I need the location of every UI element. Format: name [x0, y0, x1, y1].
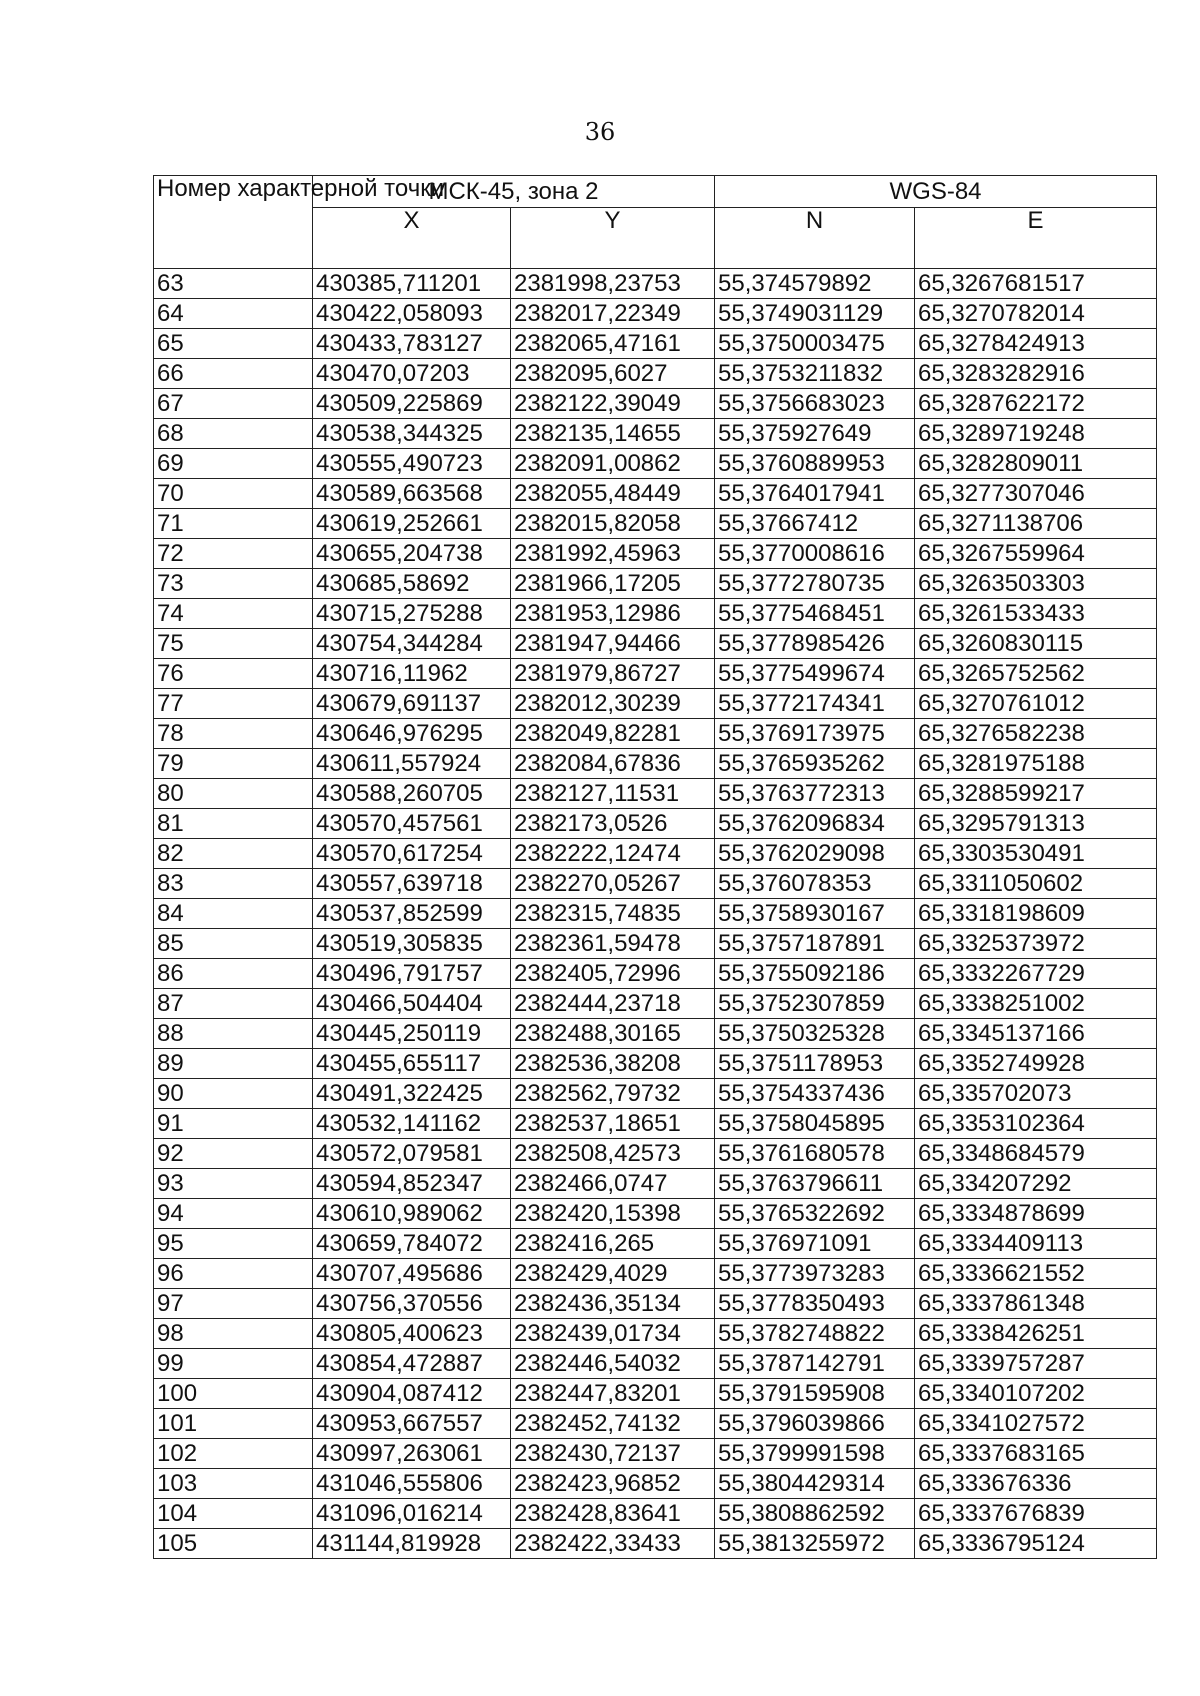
wgs-n-cell: 55,3778985426 [715, 629, 915, 659]
header-e: E [915, 208, 1157, 269]
msk-x-cell: 430570,457561 [313, 809, 511, 839]
msk-y-cell: 2382429,4029 [511, 1259, 715, 1289]
msk-y-cell: 2382135,14655 [511, 419, 715, 449]
msk-x-cell: 430659,784072 [313, 1229, 511, 1259]
point-number-cell: 93 [154, 1169, 313, 1199]
msk-y-cell: 2382430,72137 [511, 1439, 715, 1469]
table-row [154, 1259, 1157, 1289]
wgs-e-cell: 65,3276582238 [915, 719, 1157, 749]
wgs-e-cell: 65,3337676839 [915, 1499, 1157, 1529]
wgs-n-cell: 55,376078353 [715, 869, 915, 899]
wgs-n-cell: 55,3754337436 [715, 1079, 915, 1109]
header-row-groups [154, 176, 1157, 208]
point-number-cell: 104 [154, 1499, 313, 1529]
msk-y-cell: 2382084,67836 [511, 749, 715, 779]
wgs-e-cell: 65,3265752562 [915, 659, 1157, 689]
table-row [154, 1289, 1157, 1319]
wgs-n-cell: 55,3753211832 [715, 359, 915, 389]
msk-y-cell: 2382452,74132 [511, 1409, 715, 1439]
wgs-n-cell: 55,3749031129 [715, 299, 915, 329]
wgs-n-cell: 55,3755092186 [715, 959, 915, 989]
wgs-n-cell: 55,3751178953 [715, 1049, 915, 1079]
wgs-n-cell: 55,3804429314 [715, 1469, 915, 1499]
wgs-e-cell: 65,3325373972 [915, 929, 1157, 959]
wgs-n-cell: 55,3758045895 [715, 1109, 915, 1139]
wgs-n-cell: 55,3773973283 [715, 1259, 915, 1289]
table-row [154, 1499, 1157, 1529]
wgs-n-cell: 55,37667412 [715, 509, 915, 539]
msk-y-cell: 2382439,01734 [511, 1319, 715, 1349]
table-row [154, 599, 1157, 629]
wgs-n-cell: 55,3775468451 [715, 599, 915, 629]
wgs-n-cell: 55,3757187891 [715, 929, 915, 959]
wgs-n-cell: 55,3764017941 [715, 479, 915, 509]
wgs-n-cell: 55,3761680578 [715, 1139, 915, 1169]
wgs-e-cell: 65,3311050602 [915, 869, 1157, 899]
table-row [154, 1229, 1157, 1259]
msk-y-cell: 2382015,82058 [511, 509, 715, 539]
wgs-n-cell: 55,3782748822 [715, 1319, 915, 1349]
msk-y-cell: 2382536,38208 [511, 1049, 715, 1079]
msk-x-cell: 430496,791757 [313, 959, 511, 989]
wgs-n-cell: 55,3765935262 [715, 749, 915, 779]
wgs-n-cell: 55,3752307859 [715, 989, 915, 1019]
header-n: N [715, 208, 915, 269]
msk-y-cell: 2381966,17205 [511, 569, 715, 599]
table-body [154, 269, 1157, 1559]
msk-y-cell: 2382420,15398 [511, 1199, 715, 1229]
table-row [154, 779, 1157, 809]
point-number-cell: 75 [154, 629, 313, 659]
msk-x-cell: 430466,504404 [313, 989, 511, 1019]
wgs-e-cell: 65,3283282916 [915, 359, 1157, 389]
wgs-e-cell: 65,3271138706 [915, 509, 1157, 539]
msk-y-cell: 2382122,39049 [511, 389, 715, 419]
msk-x-cell: 430611,557924 [313, 749, 511, 779]
point-number-cell: 72 [154, 539, 313, 569]
table-row [154, 929, 1157, 959]
point-number-cell: 87 [154, 989, 313, 1019]
wgs-e-cell: 65,3337683165 [915, 1439, 1157, 1469]
wgs-n-cell: 55,3799991598 [715, 1439, 915, 1469]
table-row [154, 869, 1157, 899]
table-row [154, 959, 1157, 989]
msk-y-cell: 2382012,30239 [511, 689, 715, 719]
msk-y-cell: 2382173,0526 [511, 809, 715, 839]
point-number-cell: 101 [154, 1409, 313, 1439]
point-number-cell: 90 [154, 1079, 313, 1109]
msk-x-cell: 430715,275288 [313, 599, 511, 629]
point-number-cell: 91 [154, 1109, 313, 1139]
msk-x-cell: 430385,711201 [313, 269, 511, 299]
wgs-n-cell: 55,3750325328 [715, 1019, 915, 1049]
msk-x-cell: 430509,225869 [313, 389, 511, 419]
msk-y-cell: 2382537,18651 [511, 1109, 715, 1139]
table-row [154, 719, 1157, 749]
wgs-n-cell: 55,3765322692 [715, 1199, 915, 1229]
point-number-cell: 64 [154, 299, 313, 329]
wgs-e-cell: 65,3260830115 [915, 629, 1157, 659]
wgs-n-cell: 55,3762029098 [715, 839, 915, 869]
msk-x-cell: 430555,490723 [313, 449, 511, 479]
point-number-cell: 71 [154, 509, 313, 539]
wgs-e-cell: 65,3334409113 [915, 1229, 1157, 1259]
point-number-cell: 94 [154, 1199, 313, 1229]
wgs-e-cell: 65,3336621552 [915, 1259, 1157, 1289]
msk-y-cell: 2382055,48449 [511, 479, 715, 509]
point-number-cell: 82 [154, 839, 313, 869]
msk-x-cell: 430997,263061 [313, 1439, 511, 1469]
table-row [154, 1199, 1157, 1229]
point-number-cell: 70 [154, 479, 313, 509]
wgs-e-cell: 65,3341027572 [915, 1409, 1157, 1439]
table-row [154, 839, 1157, 869]
wgs-n-cell: 55,3808862592 [715, 1499, 915, 1529]
msk-y-cell: 2381998,23753 [511, 269, 715, 299]
point-number-cell: 73 [154, 569, 313, 599]
point-number-cell: 74 [154, 599, 313, 629]
msk-y-cell: 2382017,22349 [511, 299, 715, 329]
wgs-n-cell: 55,3787142791 [715, 1349, 915, 1379]
wgs-n-cell: 55,3772174341 [715, 689, 915, 719]
msk-x-cell: 430572,079581 [313, 1139, 511, 1169]
table-row [154, 689, 1157, 719]
wgs-n-cell: 55,374579892 [715, 269, 915, 299]
msk-x-cell: 430716,11962 [313, 659, 511, 689]
msk-x-cell: 430594,852347 [313, 1169, 511, 1199]
msk-x-cell: 430953,667557 [313, 1409, 511, 1439]
wgs-n-cell: 55,376971091 [715, 1229, 915, 1259]
wgs-e-cell: 65,3270782014 [915, 299, 1157, 329]
msk-x-cell: 430537,852599 [313, 899, 511, 929]
msk-x-cell: 430455,655117 [313, 1049, 511, 1079]
table-row [154, 809, 1157, 839]
wgs-n-cell: 55,3750003475 [715, 329, 915, 359]
msk-x-cell: 430904,087412 [313, 1379, 511, 1409]
wgs-n-cell: 55,3769173975 [715, 719, 915, 749]
msk-y-cell: 2382361,59478 [511, 929, 715, 959]
point-number-cell: 63 [154, 269, 313, 299]
point-number-cell: 102 [154, 1439, 313, 1469]
wgs-e-cell: 65,3287622172 [915, 389, 1157, 419]
msk-x-cell: 431096,016214 [313, 1499, 511, 1529]
table-row [154, 629, 1157, 659]
table-row [154, 539, 1157, 569]
table-row [154, 1109, 1157, 1139]
wgs-e-cell: 65,3295791313 [915, 809, 1157, 839]
table-row [154, 1079, 1157, 1109]
table-row [154, 989, 1157, 1019]
msk-y-cell: 2382091,00862 [511, 449, 715, 479]
wgs-n-cell: 55,3762096834 [715, 809, 915, 839]
point-number-cell: 80 [154, 779, 313, 809]
point-number-cell: 66 [154, 359, 313, 389]
table-row [154, 1169, 1157, 1199]
msk-x-cell: 430491,322425 [313, 1079, 511, 1109]
msk-x-cell: 430754,344284 [313, 629, 511, 659]
msk-y-cell: 2382447,83201 [511, 1379, 715, 1409]
point-number-cell: 92 [154, 1139, 313, 1169]
msk-x-cell: 430679,691137 [313, 689, 511, 719]
wgs-e-cell: 65,3348684579 [915, 1139, 1157, 1169]
wgs-n-cell: 55,3763772313 [715, 779, 915, 809]
msk-x-cell: 430854,472887 [313, 1349, 511, 1379]
table-row [154, 389, 1157, 419]
wgs-n-cell: 55,3770008616 [715, 539, 915, 569]
wgs-e-cell: 65,3281975188 [915, 749, 1157, 779]
point-number-cell: 76 [154, 659, 313, 689]
wgs-e-cell: 65,3277307046 [915, 479, 1157, 509]
table-row [154, 1529, 1157, 1559]
msk-x-cell: 430422,058093 [313, 299, 511, 329]
wgs-n-cell: 55,3758930167 [715, 899, 915, 929]
header-msk-group: МСК-45, зона 2 [313, 176, 715, 208]
table-row [154, 299, 1157, 329]
wgs-n-cell: 55,3813255972 [715, 1529, 915, 1559]
msk-x-cell: 430655,204738 [313, 539, 511, 569]
wgs-e-cell: 65,334207292 [915, 1169, 1157, 1199]
msk-y-cell: 2382422,33433 [511, 1529, 715, 1559]
wgs-e-cell: 65,3289719248 [915, 419, 1157, 449]
table-row [154, 569, 1157, 599]
msk-x-cell: 431046,555806 [313, 1469, 511, 1499]
wgs-e-cell: 65,3261533433 [915, 599, 1157, 629]
point-number-cell: 98 [154, 1319, 313, 1349]
page-number: 36 [584, 118, 616, 146]
msk-y-cell: 2382466,0747 [511, 1169, 715, 1199]
point-number-cell: 97 [154, 1289, 313, 1319]
msk-y-cell: 2382049,82281 [511, 719, 715, 749]
msk-y-cell: 2382428,83641 [511, 1499, 715, 1529]
table-header [154, 176, 1157, 269]
table-row [154, 659, 1157, 689]
point-number-cell: 68 [154, 419, 313, 449]
wgs-e-cell: 65,3267559964 [915, 539, 1157, 569]
wgs-e-cell: 65,3340107202 [915, 1379, 1157, 1409]
point-number-cell: 83 [154, 869, 313, 899]
wgs-e-cell: 65,3339757287 [915, 1349, 1157, 1379]
msk-x-cell: 430685,58692 [313, 569, 511, 599]
wgs-n-cell: 55,3775499674 [715, 659, 915, 689]
table-row [154, 1319, 1157, 1349]
wgs-e-cell: 65,3267681517 [915, 269, 1157, 299]
wgs-e-cell: 65,3263503303 [915, 569, 1157, 599]
msk-y-cell: 2382562,79732 [511, 1079, 715, 1109]
table-row [154, 1049, 1157, 1079]
point-number-cell: 69 [154, 449, 313, 479]
msk-y-cell: 2382444,23718 [511, 989, 715, 1019]
wgs-e-cell: 65,3337861348 [915, 1289, 1157, 1319]
point-number-cell: 100 [154, 1379, 313, 1409]
header-point-number: Номер характерной точки [154, 176, 313, 269]
wgs-e-cell: 65,3345137166 [915, 1019, 1157, 1049]
msk-y-cell: 2382065,47161 [511, 329, 715, 359]
table-row [154, 329, 1157, 359]
wgs-e-cell: 65,3288599217 [915, 779, 1157, 809]
msk-x-cell: 430470,07203 [313, 359, 511, 389]
msk-y-cell: 2381947,94466 [511, 629, 715, 659]
wgs-n-cell: 55,3791595908 [715, 1379, 915, 1409]
table-row [154, 749, 1157, 779]
point-number-cell: 67 [154, 389, 313, 419]
wgs-n-cell: 55,3772780735 [715, 569, 915, 599]
table-row [154, 449, 1157, 479]
msk-x-cell: 430646,976295 [313, 719, 511, 749]
point-number-cell: 105 [154, 1529, 313, 1559]
point-number-cell: 77 [154, 689, 313, 719]
wgs-e-cell: 65,3332267729 [915, 959, 1157, 989]
msk-y-cell: 2382095,6027 [511, 359, 715, 389]
msk-x-cell: 430519,305835 [313, 929, 511, 959]
msk-x-cell: 430588,260705 [313, 779, 511, 809]
wgs-e-cell: 65,3270761012 [915, 689, 1157, 719]
header-wgs-group: WGS-84 [715, 176, 1157, 208]
msk-y-cell: 2382436,35134 [511, 1289, 715, 1319]
header-x: X [313, 208, 511, 269]
msk-y-cell: 2382508,42573 [511, 1139, 715, 1169]
msk-y-cell: 2382416,265 [511, 1229, 715, 1259]
point-number-cell: 96 [154, 1259, 313, 1289]
msk-y-cell: 2382315,74835 [511, 899, 715, 929]
point-number-cell: 85 [154, 929, 313, 959]
msk-x-cell: 430619,252661 [313, 509, 511, 539]
table-row [154, 359, 1157, 389]
point-number-cell: 103 [154, 1469, 313, 1499]
table-row [154, 1019, 1157, 1049]
msk-x-cell: 430570,617254 [313, 839, 511, 869]
wgs-n-cell: 55,3778350493 [715, 1289, 915, 1319]
msk-y-cell: 2382405,72996 [511, 959, 715, 989]
msk-x-cell: 430707,495686 [313, 1259, 511, 1289]
msk-x-cell: 430805,400623 [313, 1319, 511, 1349]
wgs-e-cell: 65,3282809011 [915, 449, 1157, 479]
header-y: Y [511, 208, 715, 269]
wgs-e-cell: 65,3303530491 [915, 839, 1157, 869]
point-number-cell: 86 [154, 959, 313, 989]
msk-y-cell: 2381979,86727 [511, 659, 715, 689]
point-number-cell: 88 [154, 1019, 313, 1049]
wgs-e-cell: 65,3338426251 [915, 1319, 1157, 1349]
msk-y-cell: 2381992,45963 [511, 539, 715, 569]
msk-x-cell: 430538,344325 [313, 419, 511, 449]
point-number-cell: 79 [154, 749, 313, 779]
wgs-e-cell: 65,3353102364 [915, 1109, 1157, 1139]
msk-x-cell: 430557,639718 [313, 869, 511, 899]
msk-y-cell: 2382423,96852 [511, 1469, 715, 1499]
point-number-cell: 78 [154, 719, 313, 749]
point-number-cell: 89 [154, 1049, 313, 1079]
coordinates-table [153, 175, 1157, 1559]
table-row [154, 1439, 1157, 1469]
table-row [154, 1349, 1157, 1379]
wgs-e-cell: 65,3318198609 [915, 899, 1157, 929]
wgs-e-cell: 65,3336795124 [915, 1529, 1157, 1559]
wgs-e-cell: 65,3352749928 [915, 1049, 1157, 1079]
wgs-e-cell: 65,3334878699 [915, 1199, 1157, 1229]
table-row [154, 1379, 1157, 1409]
wgs-n-cell: 55,3796039866 [715, 1409, 915, 1439]
table-row [154, 899, 1157, 929]
msk-x-cell: 430433,783127 [313, 329, 511, 359]
table-row [154, 1409, 1157, 1439]
wgs-n-cell: 55,3756683023 [715, 389, 915, 419]
point-number-cell: 95 [154, 1229, 313, 1259]
wgs-n-cell: 55,375927649 [715, 419, 915, 449]
table-row [154, 1139, 1157, 1169]
wgs-e-cell: 65,3278424913 [915, 329, 1157, 359]
point-number-cell: 81 [154, 809, 313, 839]
wgs-n-cell: 55,3760889953 [715, 449, 915, 479]
point-number-cell: 84 [154, 899, 313, 929]
msk-x-cell: 430589,663568 [313, 479, 511, 509]
wgs-e-cell: 65,335702073 [915, 1079, 1157, 1109]
msk-x-cell: 430756,370556 [313, 1289, 511, 1319]
table-row [154, 419, 1157, 449]
msk-y-cell: 2382222,12474 [511, 839, 715, 869]
msk-y-cell: 2382446,54032 [511, 1349, 715, 1379]
table-row [154, 1469, 1157, 1499]
point-number-cell: 99 [154, 1349, 313, 1379]
table-row [154, 509, 1157, 539]
msk-y-cell: 2382488,30165 [511, 1019, 715, 1049]
msk-x-cell: 431144,819928 [313, 1529, 511, 1559]
msk-x-cell: 430610,989062 [313, 1199, 511, 1229]
msk-x-cell: 430532,141162 [313, 1109, 511, 1139]
point-number-cell: 65 [154, 329, 313, 359]
msk-x-cell: 430445,250119 [313, 1019, 511, 1049]
msk-y-cell: 2382270,05267 [511, 869, 715, 899]
table-row [154, 269, 1157, 299]
wgs-e-cell: 65,3338251002 [915, 989, 1157, 1019]
msk-y-cell: 2381953,12986 [511, 599, 715, 629]
msk-y-cell: 2382127,11531 [511, 779, 715, 809]
table-row [154, 479, 1157, 509]
wgs-e-cell: 65,333676336 [915, 1469, 1157, 1499]
wgs-n-cell: 55,3763796611 [715, 1169, 915, 1199]
